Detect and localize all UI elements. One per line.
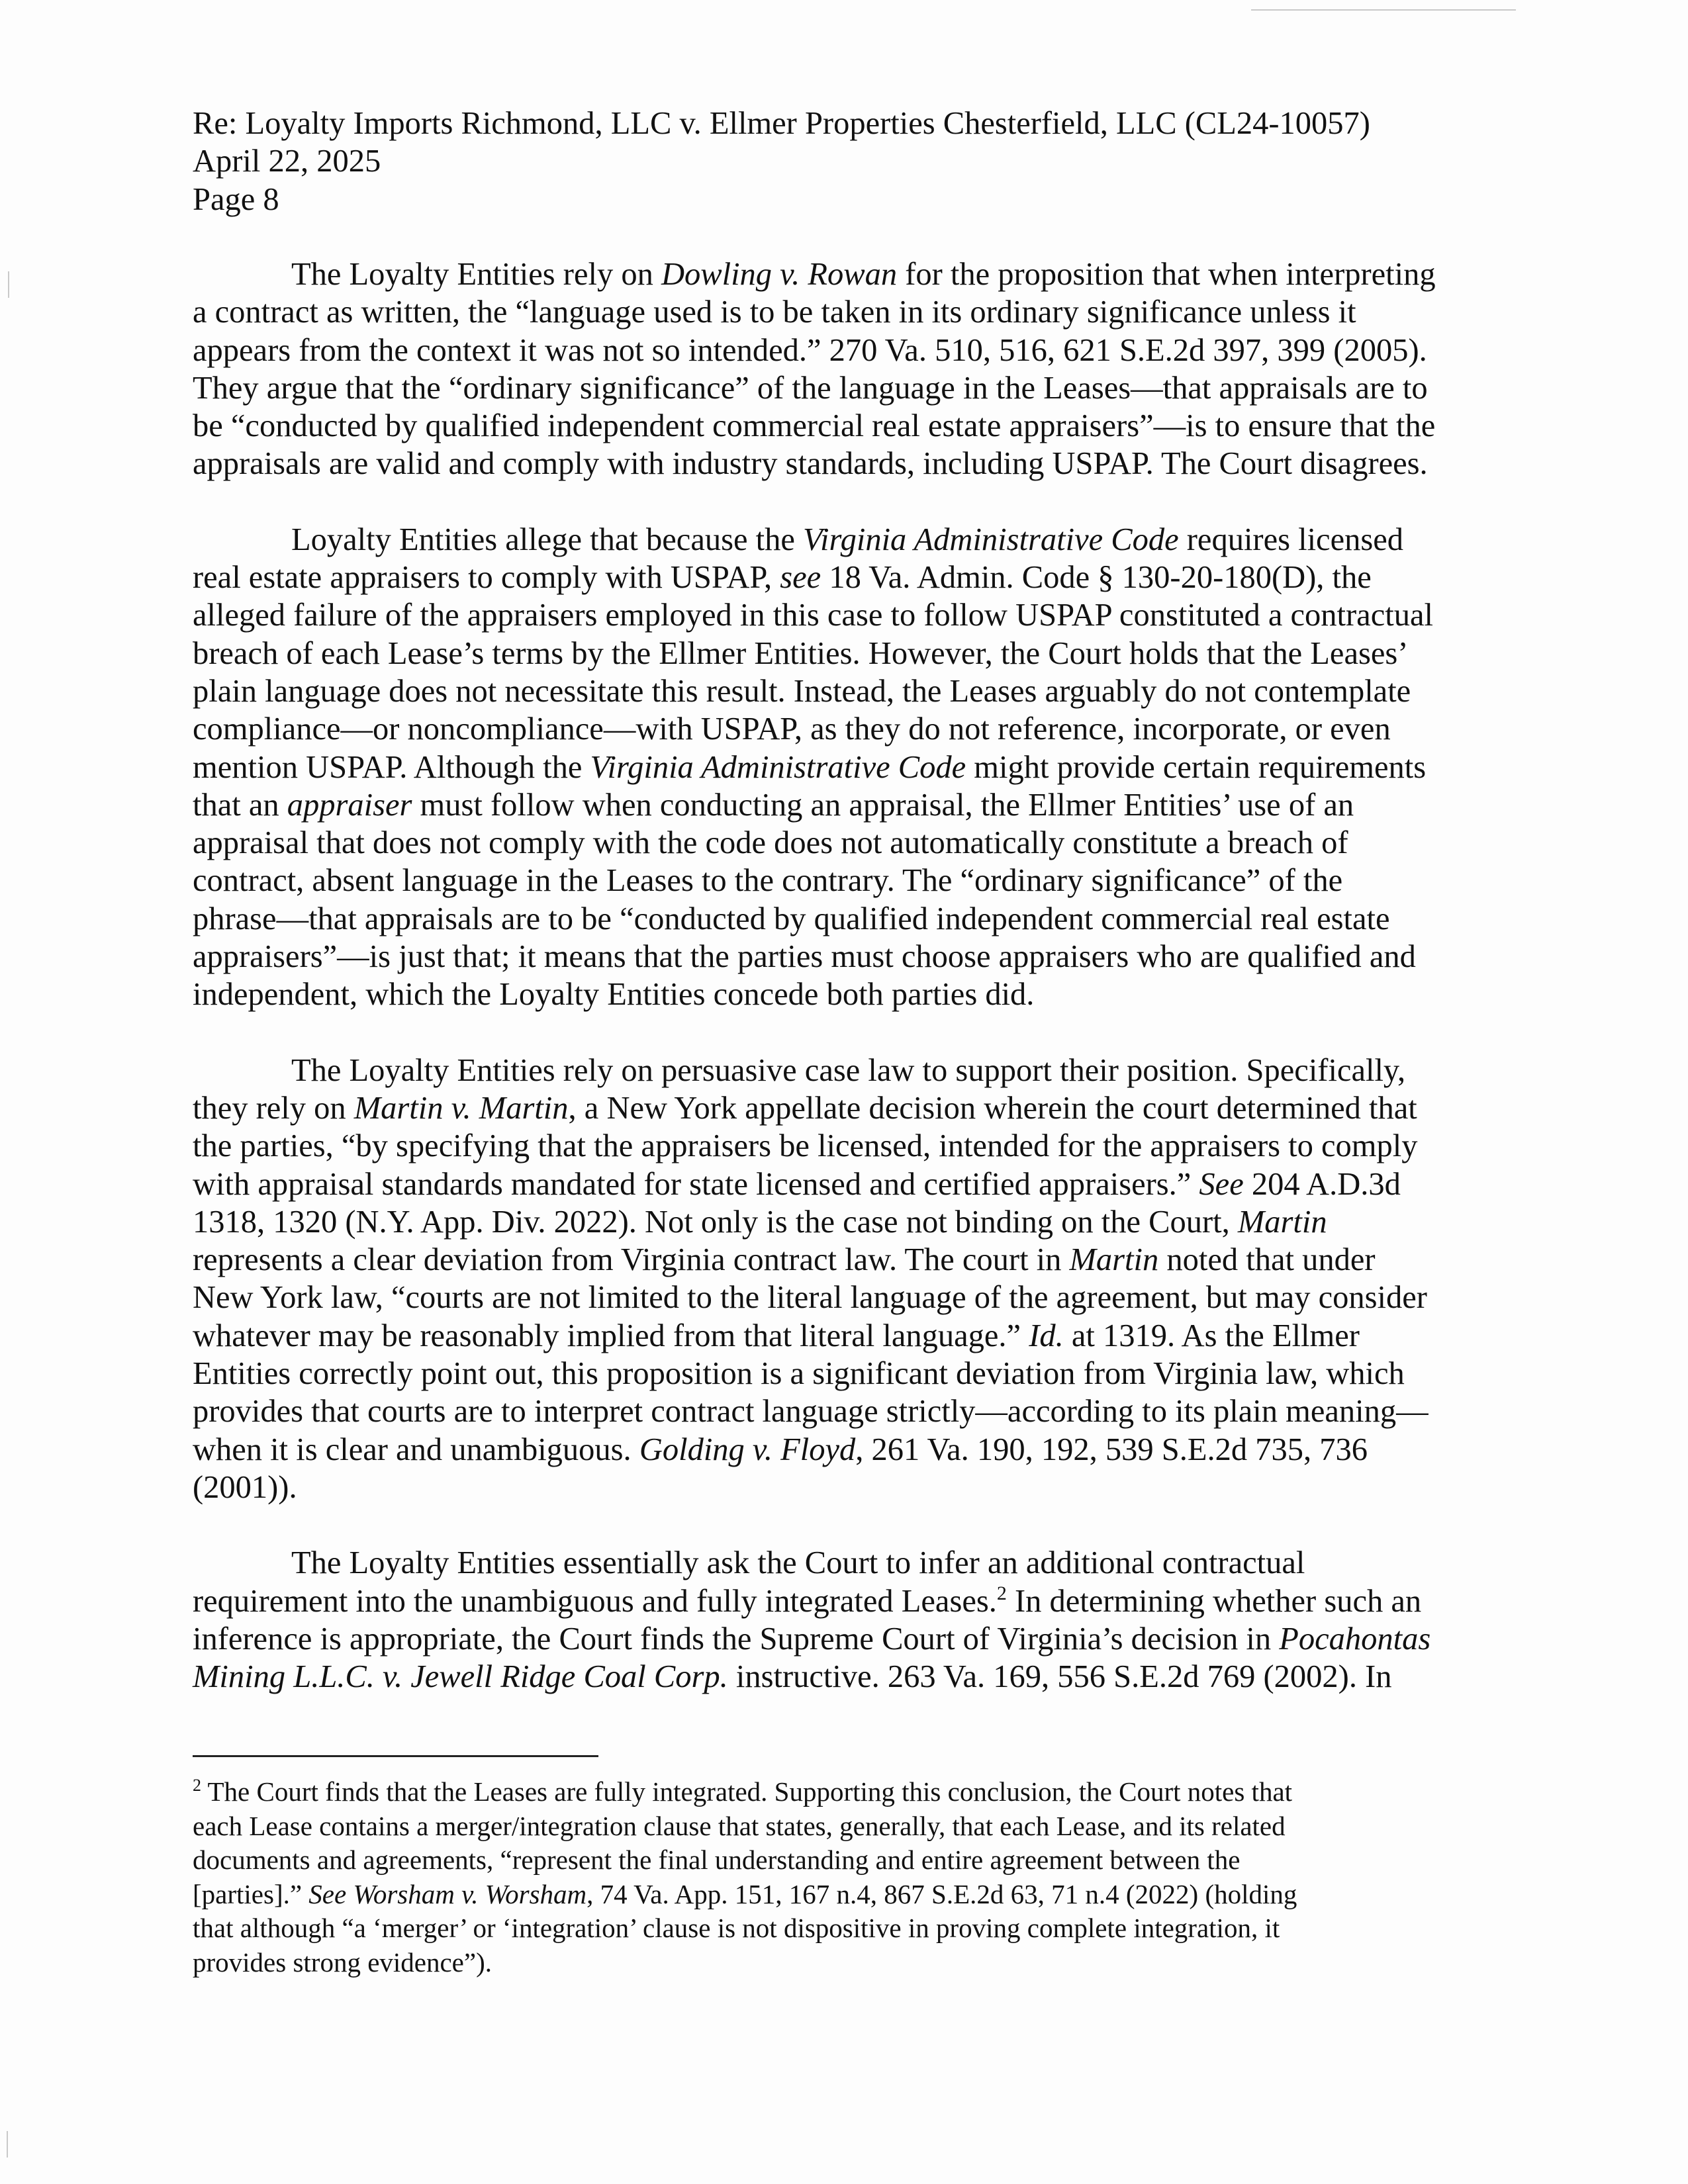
text-line: appraisers”—is just that; it means that the parties must choose appraisers who are qualified and (193, 939, 1416, 975)
text-line: (2001)). (193, 1469, 297, 1505)
text-line: Loyalty Entities allege that because the Virginia Administrative Code requires licensed (291, 522, 1403, 557)
text-line: Mining L.L.C. v. Jewell Ridge Coal Corp. instructive. 263 Va. 169, 556 S.E.2d 769 (2002). In (193, 1659, 1392, 1695)
text-line: when it is clear and unambiguous. Golding v. Floyd, 261 Va. 190, 192, 539 S.E.2d 735, 736 (193, 1432, 1368, 1467)
footnote-reference: 2 (996, 1582, 1007, 1604)
text-line: appears from the context it was not so intended.” 270 Va. 510, 516, 621 S.E.2d 397, 399 (2005). (193, 332, 1427, 368)
text-line: provides strong evidence”). (193, 1946, 492, 1978)
text-line: they rely on Martin v. Martin, a New York appellate decision wherein the court determined that (193, 1090, 1417, 1126)
footnote-separator (193, 1755, 598, 1757)
text-line: alleged failure of the appraisers employed in this case to follow USPAP constituted a contractual (193, 598, 1433, 633)
text-line: each Lease contains a merger/integration clause that states, generally, that each Lease, and its related (193, 1810, 1286, 1841)
text-line: The Loyalty Entities rely on persuasive case law to support their position. Specifically, (291, 1052, 1406, 1088)
footnote (193, 1775, 1495, 1980)
text-line: The Loyalty Entities rely on Dowling v. Rowan for the proposition that when interpreting (291, 257, 1436, 292)
text-line: a contract as written, the “language used is to be taken in its ordinary significance unless it (193, 295, 1356, 330)
text-line: Entities correctly point out, this proposition is a significant deviation from Virginia law, which (193, 1356, 1405, 1392)
letter-body (193, 255, 1495, 1733)
text-line: contract, absent language in the Leases to the contrary. The “ordinary significance” of the (193, 863, 1343, 899)
letter-date: April 22, 2025 (193, 144, 381, 179)
text-line: The Loyalty Entities essentially ask the Court to infer an additional contractual (291, 1545, 1305, 1581)
text-line: breach of each Lease’s terms by the Ellmer Entities. However, the Court holds that the Leases’ (193, 635, 1409, 671)
scan-artifact (8, 271, 9, 298)
text-line: mention USPAP. Although the Virginia Administrative Code might provide certain requirements (193, 749, 1427, 785)
letter-header (193, 105, 1517, 218)
footnote-number: 2 (193, 1776, 201, 1795)
text-line: represents a clear deviation from Virginia contract law. The court in Martin noted that under (193, 1242, 1376, 1278)
text-line: real estate appraisers to comply with USPAP, see 18 Va. Admin. Code § 130-20-180(D), the (193, 560, 1372, 596)
text-line: compliance—or noncompliance—with USPAP, as they do not reference, incorporate, or even (193, 711, 1391, 747)
text-line: be “conducted by qualified independent commercial real estate appraisers”—is to ensure that the (193, 408, 1436, 444)
scan-artifact (7, 2131, 8, 2158)
paragraph (193, 521, 1495, 1014)
text-line: New York law, “courts are not limited to the literal language of the agreement, but may consider (193, 1280, 1427, 1316)
page-number: Page 8 (193, 181, 279, 217)
text-line: $^2$ The Court finds that the Leases are fully integrated. Supporting this conclusion, the Court notes that (193, 1776, 1293, 1807)
paragraph (193, 1544, 1495, 1696)
text-line: the parties, “by specifying that the appraisers be licensed, intended for the appraisers to comply (193, 1128, 1418, 1164)
scan-artifact (1251, 9, 1516, 11)
text-line: phrase—that appraisals are to be “conducted by qualified independent commercial real estate (193, 901, 1390, 936)
case-caption: Re: Loyalty Imports Richmond, LLC v. Ellmer Properties Chesterfield, LLC (CL24-10057) (193, 106, 1370, 141)
text-line: inference is appropriate, the Court finds the Supreme Court of Virginia’s decision in Pocahontas (193, 1621, 1431, 1657)
text-line: that an appraiser must follow when conducting an appraisal, the Ellmer Entities’ use of an (193, 787, 1354, 823)
text-line: [parties].” See Worsham v. Worsham, 74 Va. App. 151, 167 n.4, 867 S.E.2d 63, 71 n.4 (2022) (holding (193, 1878, 1297, 1909)
text-line: independent, which the Loyalty Entities concede both parties did. (193, 977, 1035, 1013)
text-line: plain language does not necessitate this result. Instead, the Leases arguably do not contemplate (193, 673, 1411, 709)
text-line: appraisals are valid and comply with industry standards, including USPAP. The Court disagrees. (193, 446, 1428, 482)
text-line: requirement into the unambiguous and fully integrated Leases.$^2$ In determining whether such an (193, 1582, 1422, 1619)
text-line: 1318, 1320 (N.Y. App. Div. 2022). Not only is the case not binding on the Court, Martin (193, 1204, 1327, 1240)
paragraph (193, 1052, 1495, 1507)
text-line: They argue that the “ordinary significance” of the language in the Leases—that appraisals are to (193, 370, 1428, 406)
case-citation: Dowling v. Rowan (661, 257, 898, 292)
text-line: whatever may be reasonably implied from that literal language.” Id. at 1319. As the Ellmer (193, 1318, 1360, 1353)
text-line: documents and agreements, “represent the final understanding and entire agreement between the (193, 1844, 1241, 1876)
text-line: that although “a ‘merger’ or ‘integration’ clause is not dispositive in proving complete integration, it (193, 1913, 1280, 1944)
paragraph (193, 255, 1495, 483)
text-line: with appraisal standards mandated for state licensed and certified appraisers.” See 204 A.D.3d (193, 1166, 1401, 1202)
text-line: provides that courts are to interpret contract language strictly—according to its plain meaning— (193, 1394, 1429, 1430)
text-line: appraisal that does not comply with the code does not automatically constitute a breach of (193, 825, 1348, 861)
